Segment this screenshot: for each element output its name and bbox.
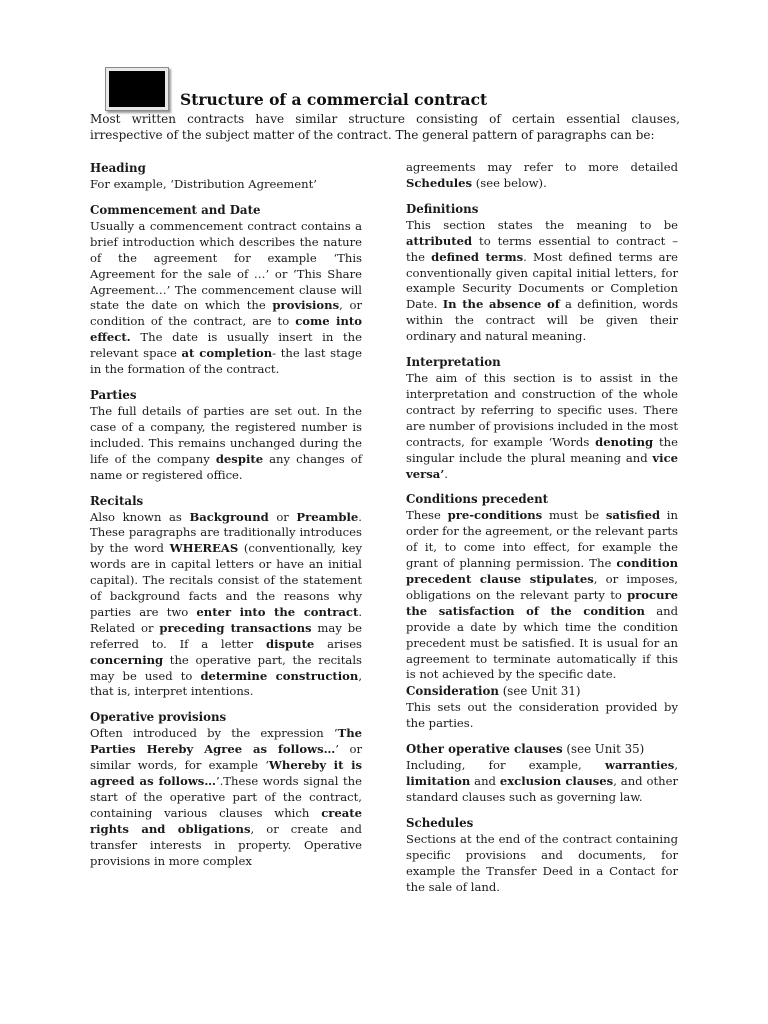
section-heading — [90, 709, 362, 726]
emphasized-term: vice versa’ — [406, 450, 678, 481]
body-text: . — [444, 466, 448, 481]
section-heading-text: Heading — [90, 161, 146, 175]
section-heading — [406, 815, 678, 832]
section-body — [90, 404, 362, 484]
section-heading — [406, 201, 678, 218]
section-body — [90, 219, 362, 378]
body-text: , or create and transfer interests in property. Operative provisions in more complex — [90, 821, 362, 868]
emphasized-term: warranties — [604, 758, 675, 773]
logo-black-block — [109, 71, 165, 107]
body-text: and — [470, 774, 500, 789]
section-body — [406, 758, 678, 806]
section-body — [406, 371, 678, 482]
emphasized-term: Preamble — [296, 509, 359, 524]
body-text: These — [406, 508, 448, 523]
section-heading-text: Consideration — [406, 684, 499, 699]
section-interpretation — [406, 354, 678, 482]
section-body — [406, 832, 678, 896]
section-heading-text: Definitions — [406, 201, 479, 216]
section-heading-text: Commencement and Date — [90, 202, 261, 217]
logo-box — [105, 67, 169, 111]
section-heading-text: Schedules — [406, 815, 474, 830]
emphasized-term: exclusion clauses — [499, 774, 614, 789]
emphasized-term: determine construction — [200, 668, 359, 683]
body-text: . These paragraphs are traditionally introduces by the word — [90, 509, 362, 556]
body-text: agreements may refer to more detailed — [406, 160, 678, 174]
body-text: . Related or — [90, 604, 362, 635]
emphasized-term: provisions — [272, 298, 340, 313]
body-text: . Most defined terms are conventionally given capital initial letters, for example Security Documents or Completion Date. — [406, 249, 678, 312]
body-text: , or condition of the contract, are to — [90, 298, 362, 329]
body-text: may be referred to. If a letter — [90, 620, 362, 651]
section-heading — [406, 354, 678, 371]
body-text: For example, ‘Distribution Agreement’ — [90, 177, 317, 191]
section-body — [90, 726, 362, 869]
section-heading-text: Interpretation — [406, 355, 501, 370]
body-text: arises — [314, 636, 363, 651]
body-text: ’.These words signal the start of the operative part of the contract, containing various clauses which — [90, 774, 363, 820]
page-title: Structure of a commercial contract — [180, 90, 488, 109]
section-heading-text: Recitals — [90, 493, 144, 508]
section-body — [406, 160, 678, 192]
section-heading — [406, 741, 678, 758]
body-text: or — [268, 509, 297, 524]
emphasized-term: denoting — [595, 434, 654, 449]
section-continued — [406, 160, 678, 192]
body-text: , — [674, 758, 678, 773]
section-body — [90, 177, 362, 193]
body-text: The aim of this section is to assist in the interpretation and construction of the whole contract by referring to specific uses. There are number of provisions included in the most contracts, for example ‘Words — [406, 371, 678, 449]
emphasized-term: dispute — [266, 636, 315, 651]
emphasized-term: Whereby it is agreed as follows… — [90, 758, 362, 789]
section-heading — [406, 683, 678, 700]
section-heading-reference: (see Unit 35) — [562, 742, 645, 757]
body-text: Also known as — [90, 509, 190, 524]
body-text: Sections at the end of the contract containing specific provisions and documents, for example the Transfer Deed in a Contact for the sale of land. — [406, 831, 678, 894]
body-text: any changes of name or registered office. — [90, 451, 362, 482]
body-text: Often introduced by the expression ‘ — [90, 726, 338, 741]
section-schedules — [406, 815, 678, 896]
section-definitions — [406, 201, 678, 345]
emphasized-term: defined terms — [431, 249, 524, 264]
emphasized-term: create rights and obligations — [90, 805, 362, 836]
section-body — [90, 510, 362, 701]
section-body — [406, 218, 678, 345]
section-heading — [90, 493, 362, 510]
body-text: , or imposes, obligations on the relevant party to — [406, 572, 678, 602]
emphasized-term: Schedules — [406, 175, 473, 190]
section-heading — [90, 160, 362, 177]
body-text: a definition, words within the contract will be given their ordinary and natural meaning. — [406, 297, 678, 344]
emphasized-term: In the absence of — [442, 297, 560, 312]
body-text: , that is, interpret intentions. — [90, 668, 362, 699]
emphasized-term: come into effect. — [90, 314, 362, 345]
emphasized-term: despite — [215, 451, 264, 466]
body-text: to terms essential to contract – the — [406, 233, 678, 264]
section-heading — [90, 160, 362, 193]
intro-paragraph: Most written contracts have similar structure consisting of certain essential clauses, irrespective of the subject matter of the contract. The general pattern of paragraphs can be: — [90, 112, 680, 142]
section-heading-reference: (see Unit 31) — [498, 684, 581, 699]
section-recitals — [90, 493, 362, 701]
body-text: , and other standard clauses such as governing law. — [406, 774, 678, 804]
section-heading-text: Conditions precedent — [406, 492, 549, 507]
body-text: The full details of parties are set out. In the case of a company, the registered number is included. This remains unchanged during the life of the company — [90, 403, 362, 466]
emphasized-term: enter into the contract — [196, 604, 359, 619]
section-body — [406, 508, 678, 683]
emphasized-term: at completion — [181, 346, 273, 361]
body-text: in order for the agreement, or the relevant parts of it, to come into effect, for example the grant of planning permission. The — [406, 508, 678, 571]
emphasized-term: attributed — [406, 233, 473, 248]
section-heading — [90, 202, 362, 219]
body-text: the operative part, the recitals may be used to — [90, 652, 362, 683]
section-other-operative-clauses — [406, 741, 678, 806]
section-commencement-and-date — [90, 202, 362, 378]
body-text: the singular include the plural meaning and — [406, 434, 678, 465]
emphasized-term: pre-conditions — [447, 508, 543, 523]
emphasized-term: procure the satisfaction of the condition — [406, 587, 678, 618]
body-text: and provide a date by which time the condition precedent must be satisfied. It is usual for an agreement to terminate automatically if this is not achieved by the specific date. — [406, 603, 678, 682]
body-text: (conventionally, key words are in capital letters or have an initial capital). The recitals consist of the statement of background facts and the reasons why parties are two — [90, 541, 363, 619]
emphasized-term: preceding transactions — [159, 620, 312, 635]
emphasized-term: limitation — [406, 774, 471, 789]
body-text: - the last stage in the formation of the contract. — [90, 346, 362, 377]
emphasized-term: satisfied — [605, 508, 661, 523]
section-heading-text: Operative provisions — [90, 710, 227, 725]
section-parties — [90, 387, 362, 484]
body-text: Usually a commencement contract contains a brief introduction which describes the nature of the agreement for example ‘This Agreement for the sale of …’ or ‘This Share Agreement…’ The commencement clause will state the date on which the — [90, 218, 362, 313]
body-text: must be — [542, 508, 606, 523]
section-heading — [406, 491, 678, 508]
emphasized-term: The Parties Hereby Agree as follows… — [90, 726, 362, 757]
body-text: The date is usually insert in the relevant space — [90, 330, 362, 361]
right-column — [406, 160, 678, 905]
section-heading — [90, 387, 362, 404]
section-heading-text: Parties — [90, 387, 137, 402]
body-text: ’ or similar words, for example ‘ — [90, 742, 362, 773]
section-consideration — [406, 683, 678, 732]
section-body — [406, 700, 678, 732]
emphasized-term: condition precedent clause stipulates — [406, 556, 678, 587]
section-operative-provisions — [90, 709, 362, 869]
section-heading-text: Other operative clauses — [406, 742, 563, 757]
body-text: Including, for example, — [406, 758, 605, 773]
left-column — [90, 160, 362, 879]
emphasized-term: WHEREAS — [169, 541, 239, 556]
body-text: This sets out the consideration provided by the parties. — [406, 700, 678, 731]
emphasized-term: concerning — [90, 652, 164, 667]
body-text: This section states the meaning to be — [406, 217, 678, 232]
body-text: (see below). — [472, 175, 547, 190]
section-conditions-precedent — [406, 491, 678, 683]
emphasized-term: Background — [189, 509, 269, 524]
